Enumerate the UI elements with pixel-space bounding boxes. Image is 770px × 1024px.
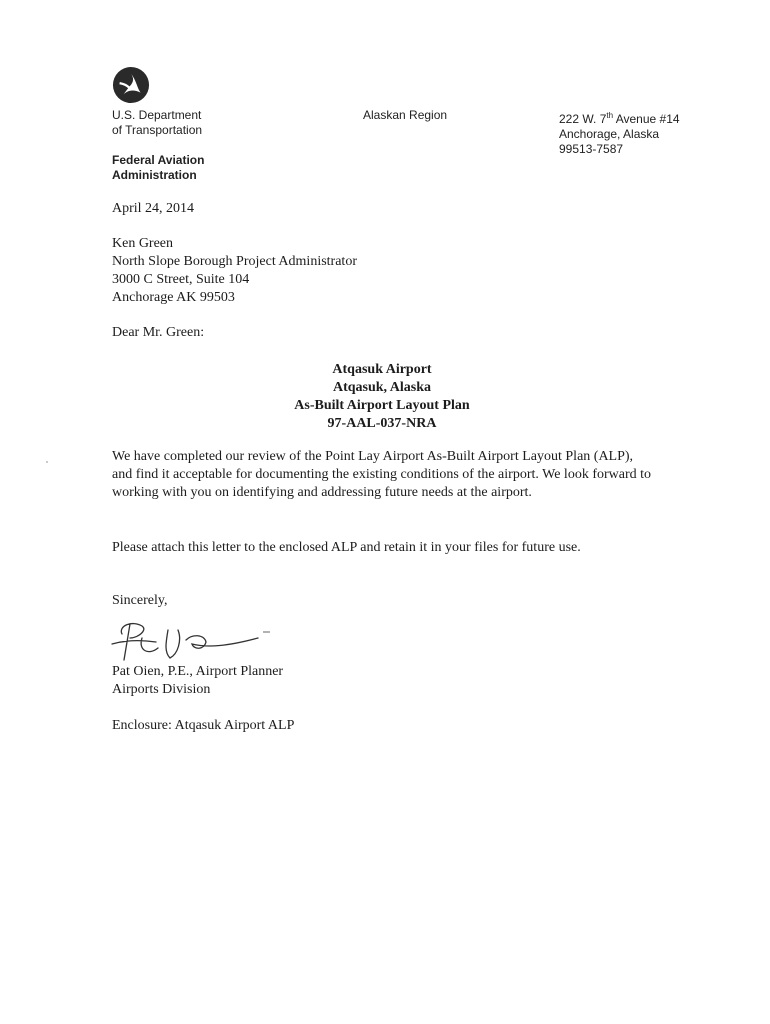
agency-name: Federal Aviation Administration	[112, 153, 205, 182]
enclosure-note: Enclosure: Atqasuk Airport ALP	[112, 718, 295, 733]
signature	[108, 604, 278, 666]
signer-block: Pat Oien, P.E., Airport Planner Airports Division	[112, 664, 284, 697]
closing: Sincerely,	[112, 593, 168, 608]
subject-block: Atqasuk Airport Atqasuk, Alaska As-Built Airport Layout Plan 97-AAL-037-NRA	[294, 362, 470, 431]
region-name: Alaskan Region	[363, 108, 448, 122]
letter-date: April 24, 2014	[112, 201, 195, 216]
salutation: Dear Mr. Green:	[112, 325, 205, 340]
recipient-address: Ken Green North Slope Borough Project Administrator 3000 C Street, Suite 104 Anchorage AK 99503	[112, 236, 357, 305]
department-name: U.S. Department of Transportation	[112, 108, 203, 137]
scan-speck	[46, 461, 48, 463]
office-address: 222 W. 7th Avenue #14 Anchorage, Alaska 99513-7587	[559, 111, 680, 156]
body-paragraph: We have completed our review of the Point Lay Airport As-Built Airport Layout Plan (ALP), and find it acceptable for documenting the existing conditions of the airport. We look forward to working with you on identifying and addressing future needs at the airport.	[112, 449, 652, 500]
dot-emblem-icon	[112, 66, 150, 104]
body-paragraph: Please attach this letter to the enclosed ALP and retain it in your files for future use.	[112, 540, 581, 555]
